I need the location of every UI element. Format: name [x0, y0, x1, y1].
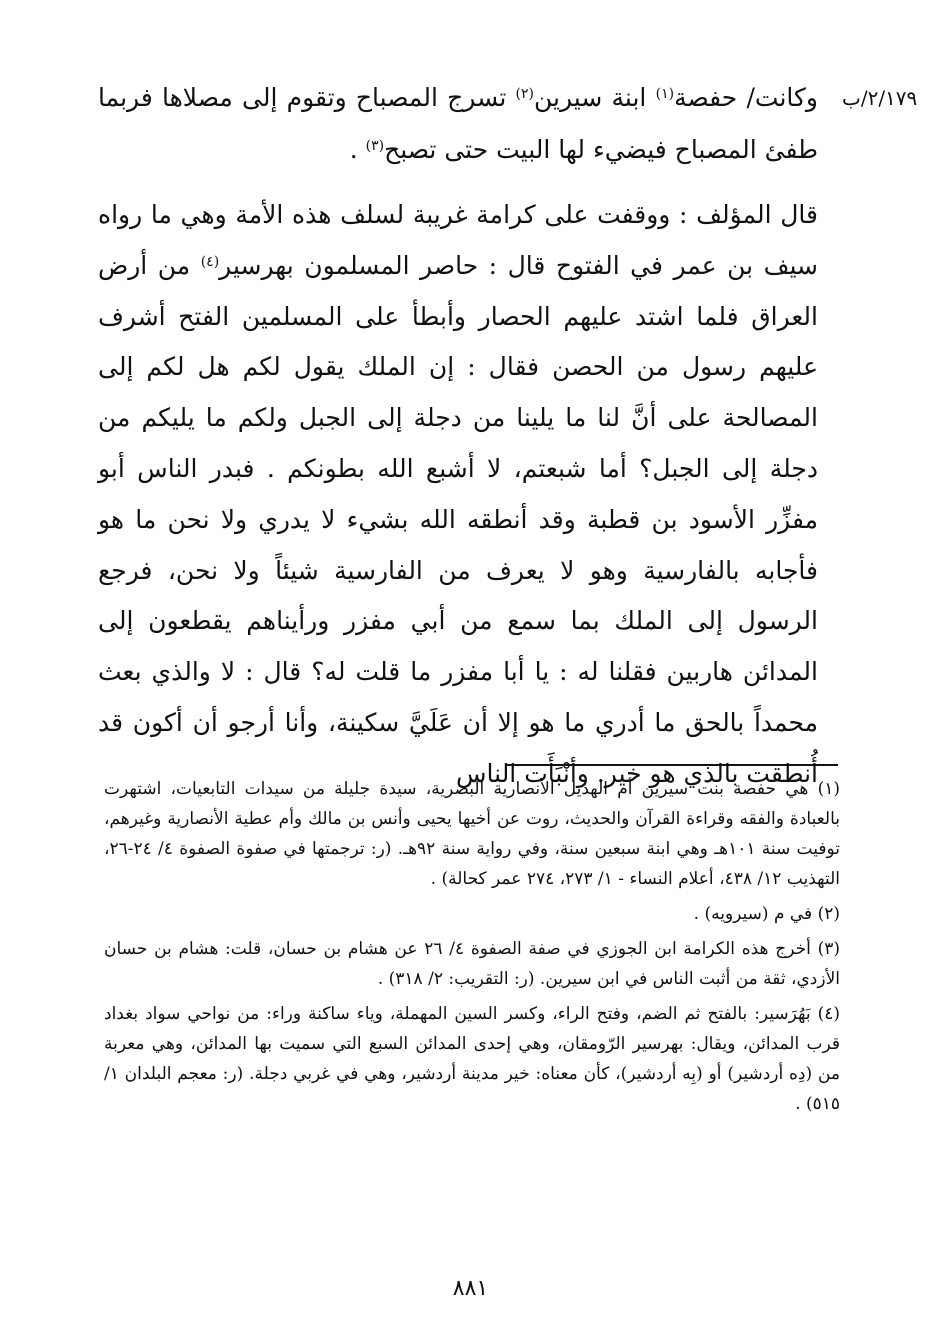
footnote-separator-rule — [506, 764, 838, 766]
page-number: ٨٨١ — [452, 1276, 489, 1301]
main-text-paragraph-2 — [98, 190, 818, 800]
footnote-text: هي حفصة بنت سيرين أم الهذيل الأنصارية البصرية، سيدة جليلة من سيدات التابعيات، اشتهرت بالعبادة والفقه وقراءة القرآن والحديث، روت عن أخيها يحيى وأنس بن مالك وأم عطية الأنصارية وغيرهم، توفيت سنة ١٠١هـ وهي ابنة سبعين سنة، وفي رواية سنة ٩٢هـ. (ر: ترجمتها في صفوة الصفوة ٤/ ٢٤-٢٦، التهذيب ١٢/ ٤٣٨، أعلام النساء - ١/ ٢٧٣، ٢٧٤ عمر كحالة) . — [104, 779, 840, 889]
footnote-ref-3[interactable]: (٣) — [365, 138, 385, 154]
footnote-number: (٢) — [817, 904, 840, 924]
footnote-3 — [104, 934, 840, 994]
footnote-ref-1[interactable]: (١) — [655, 86, 675, 102]
footnote-4 — [104, 999, 840, 1119]
footnote-text: في م (سيرويه) . — [693, 904, 813, 924]
footnote-1 — [104, 774, 840, 894]
footnotes-section — [104, 774, 840, 1124]
paragraph-1-text: وكانت/ حفصة$^{(١)}$ ابنة سيرين$^{(٢)}$ تسرج المصباح وتقوم إلى مصلاها فربما طفئ المصباح فيضيء لها البيت حتى تصبح$^{(٣)}$ . — [98, 83, 818, 164]
paragraph-2-text: قال المؤلف : ووقفت على كرامة غريبة لسلف هذه الأمة وهي ما رواه سيف بن عمر في الفتوح قال : حاصر المسلمون بهرسير$^{(٤)}$ من أرض العراق فلما اشتد عليهم الحصار وأبطأ على المسلمين الفتح أشرف عليهم رسول من الحصن فقال : إن الملك يقول لكم هل لكم إلى المصالحة على أنَّ لنا ما يلينا من دجلة إلى الجبل ولكم ما يليكم من دجلة إلى الجبل؟ أما شبعتم، لا أشبع الله بطونكم . فبدر الناس أبو مفزِّر الأسود بن قطبة وقد أنطقه الله بشيء لا يدري ولا نحن ما هو فأجابه بالفارسية وهو لا يعرف من الفارسية شيئاً ولا نحن، فرجع الرسول إلى الملك بما سمع من أبي مفزر ورأيناهم يقطعون إلى المدائن هاربين فقلنا له : يا أبا مفزر ما قلت له؟ قال : لا والذي بعث محمداً بالحق ما أدري ما هو إلا أن عَلَيَّ سكينة، وأنا أرجو أن أكون قد أُنطقت بالذي هو خير. وأنْبَأَت الناس — [98, 200, 818, 788]
footnote-number: (٤) — [817, 1004, 840, 1024]
footnote-text: بَهُرَسير: بالفتح ثم الضم، وفتح الراء، وكسر السين المهملة، وياء ساكنة وراء: من نواحي سواد بغداد قرب المدائن، ويقال: بهرسير الرّومقان، وهي إحدى المدائن السبع التي سميت بها المدائن، وهي معربة من (دِه أردشير) أو (بِه أردشير)، كأن معناه: خير مدينة أردشير، وهي في غربي دجلة. (ر: معجم البلدان ١/ ٥١٥) . — [104, 1004, 840, 1114]
footnote-ref-2[interactable]: (٢) — [515, 86, 535, 102]
main-text-paragraph-1 — [98, 72, 818, 176]
footnote-number: (٣) — [817, 939, 840, 959]
footnote-number: (١) — [817, 779, 840, 799]
manuscript-folio-reference: ٢/١٧٩/ب — [842, 86, 918, 110]
footnote-2 — [104, 899, 840, 929]
footnote-ref-4[interactable]: (٤) — [200, 253, 220, 270]
footnote-text: أخرج هذه الكرامة ابن الجوزي في صفة الصفوة ٤/ ٢٦ عن هشام بن حسان، قلت: هشام بن حسان الأزدي، ثقة من أثبت الناس في ابن سيرين. (ر: التقريب: ٢/ ٣١٨) . — [104, 939, 840, 989]
